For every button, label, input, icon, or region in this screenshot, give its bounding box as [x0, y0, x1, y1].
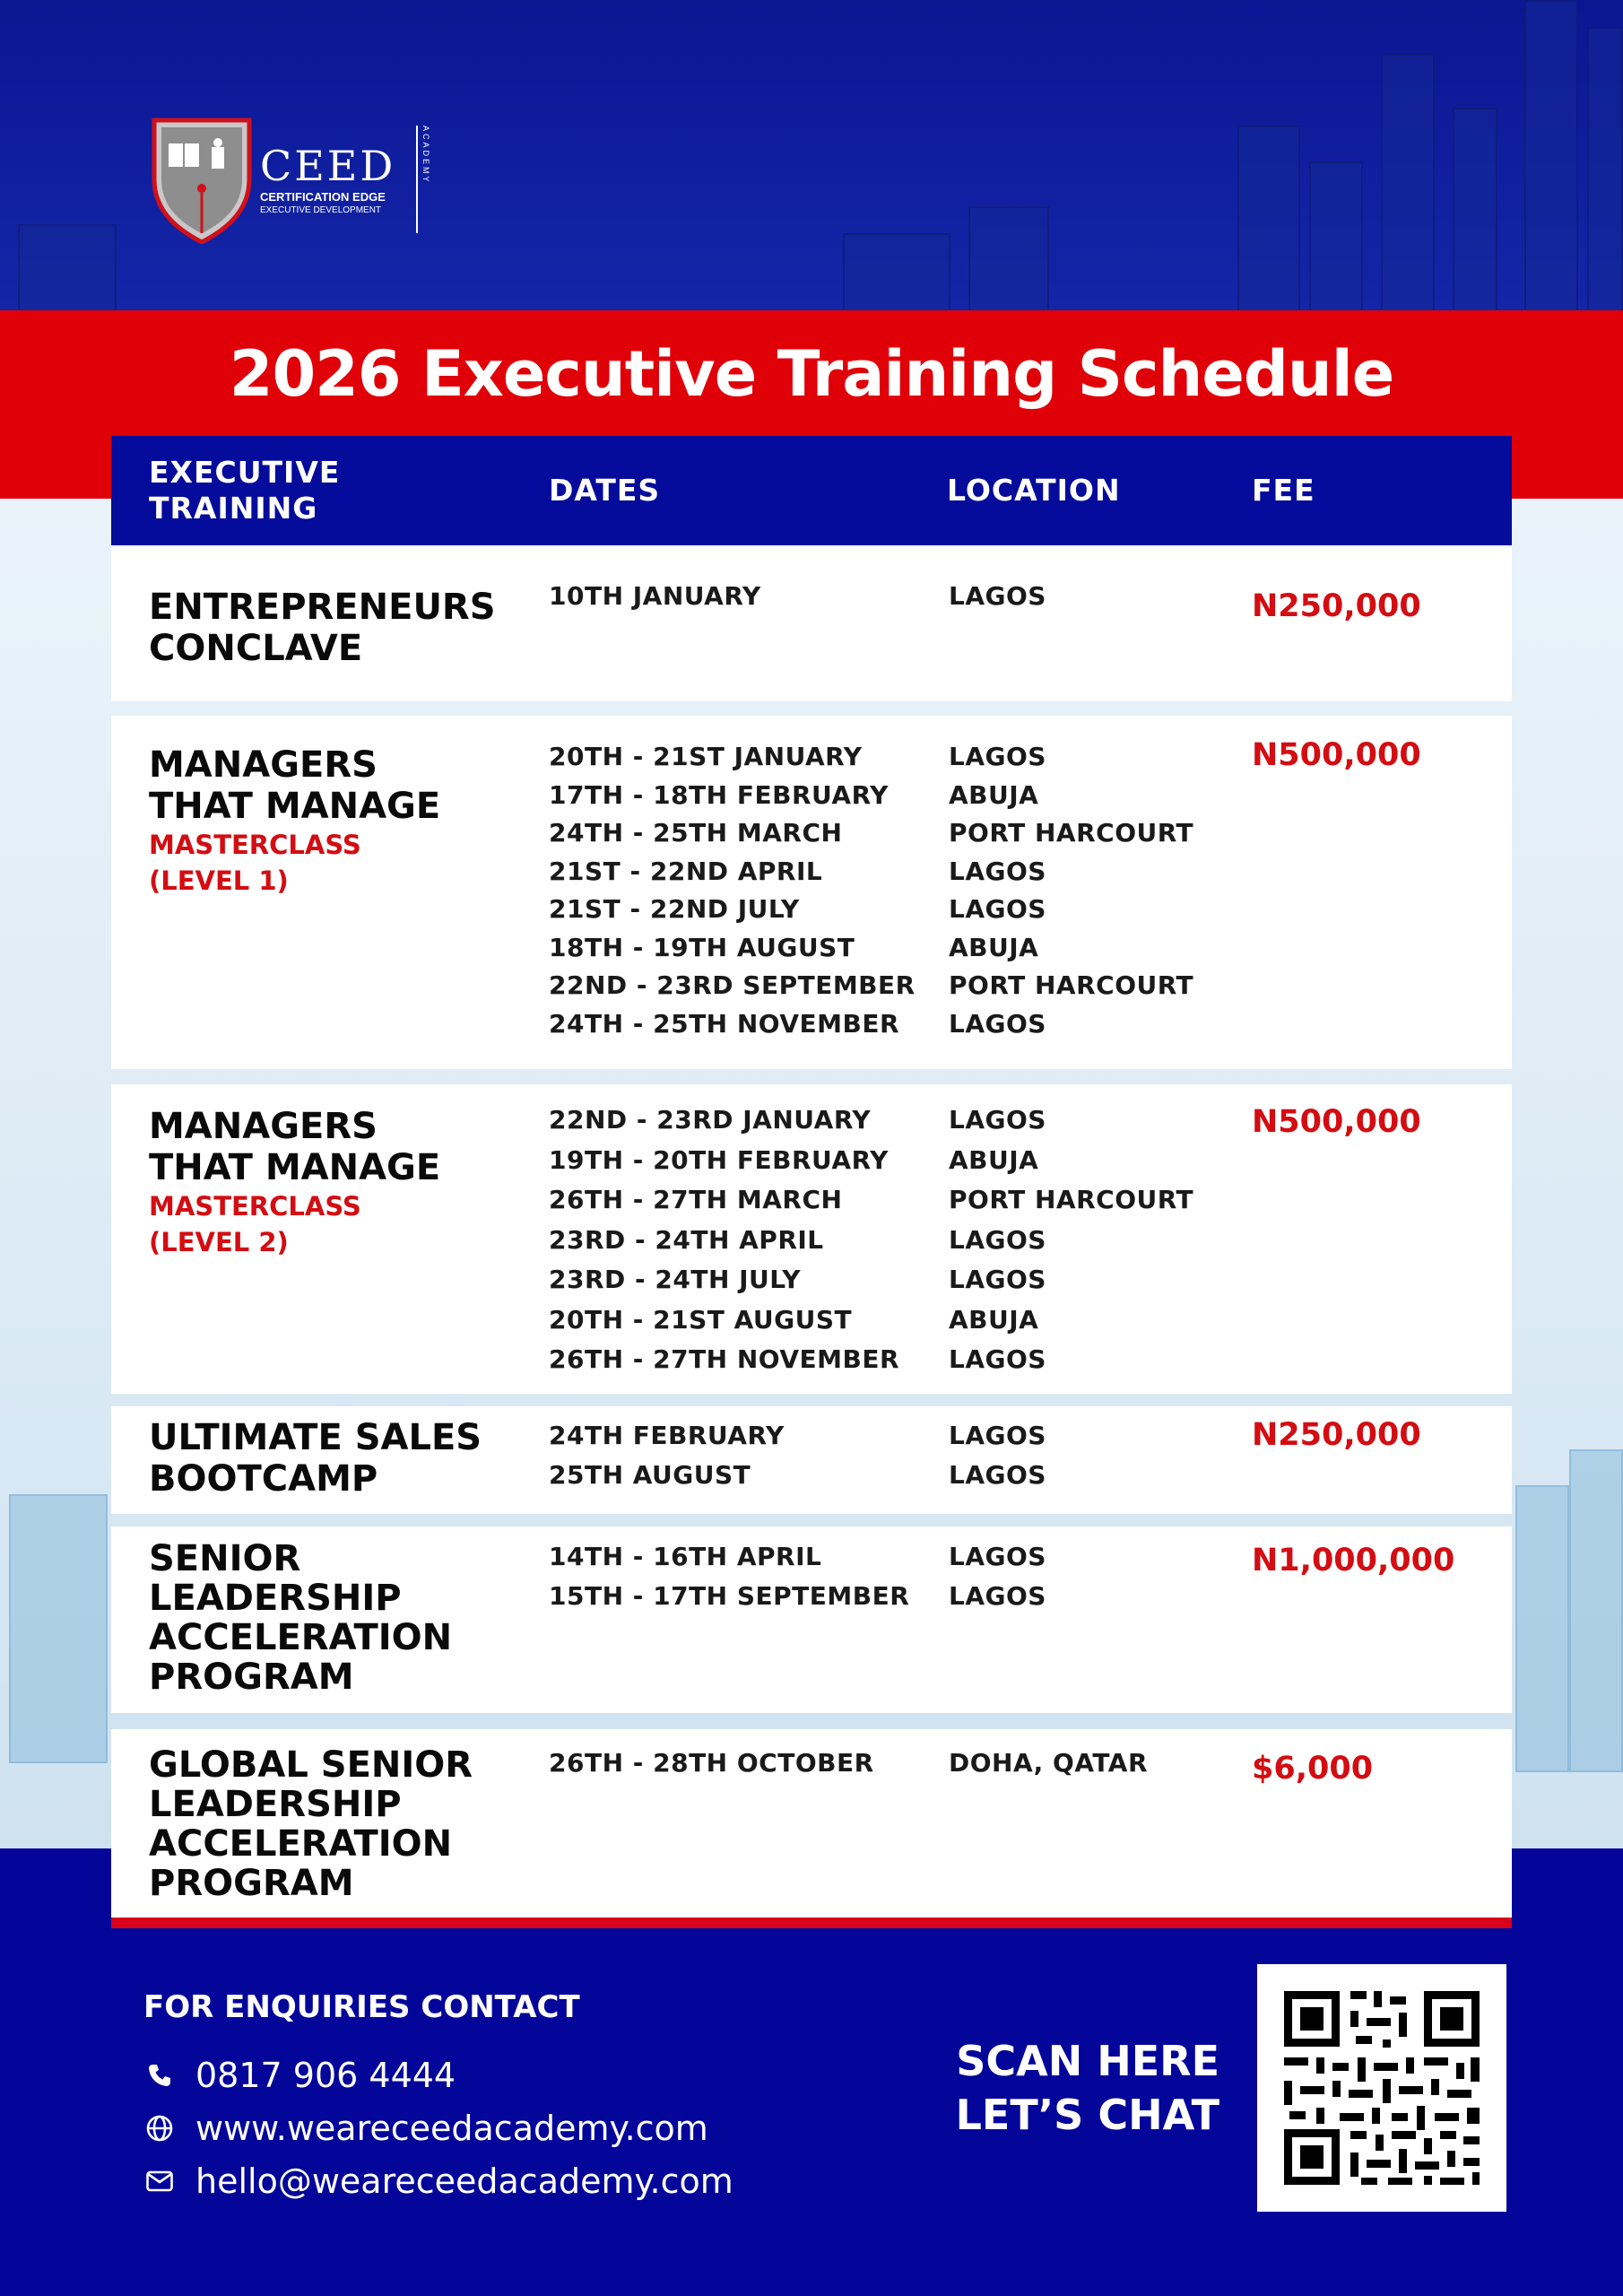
date-line: 19TH - 20TH FEBRUARY: [549, 1144, 889, 1175]
date-line: 10TH JANUARY: [549, 581, 761, 611]
skyline-building: [968, 206, 1049, 312]
dates-cell: [549, 1744, 874, 1783]
scan-line2: LET’S CHAT: [955, 2091, 1219, 2139]
location-line: LAGOS: [949, 1105, 1046, 1135]
phone-number: 0817 906 4444: [195, 2056, 456, 2095]
date-line: 21ST - 22ND APRIL: [549, 856, 823, 886]
logo-line1: CERTIFICATION EDGE: [260, 189, 386, 204]
date-line: 20TH - 21ST JANUARY: [549, 742, 863, 771]
header-fee: FEE: [1252, 473, 1315, 508]
logo-vertical-text: ACADEMY: [416, 126, 430, 233]
date-line: 15TH - 17TH SEPTEMBER: [549, 1581, 910, 1611]
training-title: MANAGERS THAT MANAGE: [149, 744, 441, 827]
date-line: 14TH - 16TH APRIL: [549, 1542, 822, 1571]
date-line: 22ND - 23RD SEPTEMBER: [549, 970, 916, 1000]
date-line: 18TH - 19TH AUGUST: [549, 932, 855, 962]
logo-name: CEED: [260, 141, 396, 190]
skyline-building: [1569, 1449, 1623, 1772]
header-training: EXECUTIVE TRAINING: [149, 455, 341, 526]
training-cell: [149, 1106, 440, 1260]
phone-icon: [143, 2059, 176, 2092]
schedule-table: [111, 436, 1512, 545]
location-line: LAGOS: [949, 1344, 1046, 1374]
location-line: LAGOS: [949, 1581, 1046, 1611]
shield-icon: [151, 117, 253, 244]
location-line: ABUJA: [949, 1304, 1039, 1335]
globe-icon: [143, 2112, 176, 2144]
location-cell: [949, 1416, 1046, 1495]
skyline-building: [1524, 0, 1578, 312]
email-link: hello@weareceedacademy.com: [195, 2161, 733, 2201]
date-line: 23RD - 24TH JULY: [549, 1265, 802, 1294]
contact-phone[interactable]: [143, 2056, 456, 2095]
location-line: DOHA, QATAR: [949, 1748, 1149, 1778]
location-line: ABUJA: [949, 932, 1039, 962]
location-line: PORT HARCOURT: [949, 1185, 1194, 1214]
location-line: ABUJA: [949, 1144, 1039, 1175]
scan-line1: SCAN HERE: [956, 2037, 1219, 2085]
date-line: 24TH FEBRUARY: [549, 1421, 785, 1450]
location-line: LAGOS: [949, 742, 1046, 771]
skyline-building: [1381, 54, 1435, 312]
training-subtitle: MASTERCLASS (LEVEL 2): [149, 1191, 361, 1257]
table-row: [111, 547, 1512, 701]
location-line: LAGOS: [949, 894, 1046, 924]
location-line: PORT HARCOURT: [949, 818, 1194, 848]
date-line: 23RD - 24TH APRIL: [549, 1224, 824, 1255]
scan-callout: [950, 2034, 1219, 2142]
table-header: [111, 436, 1512, 545]
location-cell: [949, 1744, 1148, 1783]
location-line: LAGOS: [949, 1008, 1046, 1039]
table-row: [111, 716, 1512, 1069]
table-row: [111, 1526, 1512, 1713]
location-line: LAGOS: [949, 581, 1046, 611]
date-line: 20TH - 21ST AUGUST: [549, 1304, 853, 1335]
contact-email[interactable]: [143, 2161, 733, 2201]
enquiries-heading: FOR ENQUIRIES CONTACT: [143, 1989, 580, 2025]
skyline-building: [1309, 161, 1363, 312]
training-title: ENTREPRENEURS CONCLAVE: [149, 587, 496, 669]
location-line: LAGOS: [949, 1224, 1046, 1255]
header-location: LOCATION: [947, 473, 1121, 508]
contact-website[interactable]: [143, 2109, 708, 2148]
header-dates: DATES: [549, 473, 661, 508]
skyline-building: [9, 1494, 108, 1763]
date-line: 17TH - 18TH FEBRUARY: [549, 779, 889, 810]
skyline-building: [18, 224, 117, 312]
location-line: LAGOS: [949, 1460, 1046, 1490]
location-cell: [949, 1537, 1046, 1616]
training-title: SENIOR LEADERSHIP ACCELERATION PROGRAM: [149, 1538, 453, 1698]
skyline-building: [1515, 1485, 1569, 1772]
location-cell: [949, 1100, 1193, 1380]
table-row: [111, 1729, 1512, 1919]
location-cell: [949, 578, 1046, 616]
dates-cell: [549, 1537, 909, 1616]
location-line: ABUJA: [949, 779, 1039, 810]
table-row: [111, 1084, 1512, 1394]
training-title: ULTIMATE SALES BOOTCAMP: [149, 1417, 482, 1500]
mail-icon: [143, 2165, 176, 2197]
location-line: LAGOS: [949, 1421, 1046, 1450]
dates-cell: [549, 738, 916, 1043]
location-line: LAGOS: [949, 1542, 1046, 1571]
qr-code-icon: [1257, 1964, 1506, 2212]
location-line: LAGOS: [949, 856, 1046, 886]
date-line: 24TH - 25TH MARCH: [549, 818, 843, 848]
qr-code[interactable]: [1257, 1964, 1506, 2212]
training-cell: [149, 744, 440, 899]
training-title: MANAGERS THAT MANAGE: [149, 1106, 441, 1188]
dates-cell: [549, 578, 761, 616]
date-line: 22ND - 23RD JANUARY: [549, 1105, 872, 1135]
fee-value: N500,000: [1252, 737, 1421, 773]
training-title: GLOBAL SENIOR LEADERSHIP ACCELERATION PROGRAM: [149, 1744, 473, 1904]
location-cell: [949, 738, 1193, 1043]
location-line: LAGOS: [949, 1265, 1046, 1294]
date-line: 26TH - 27TH NOVEMBER: [549, 1344, 900, 1374]
page-title: 2026 Executive Training Schedule: [229, 337, 1394, 411]
skyline-building: [1453, 108, 1497, 312]
dates-cell: [549, 1100, 899, 1380]
skyline-building: [1237, 126, 1300, 312]
date-line: 21ST - 22ND JULY: [549, 894, 800, 924]
training-subtitle: MASTERCLASS (LEVEL 1): [149, 830, 361, 896]
location-line: PORT HARCOURT: [949, 970, 1194, 1000]
skyline-building: [1587, 27, 1623, 312]
fee-value: N1,000,000: [1252, 1543, 1455, 1578]
date-line: 26TH - 27TH MARCH: [549, 1185, 843, 1214]
ceed-logo: [151, 115, 438, 245]
table-row: [111, 1406, 1512, 1514]
skyline-building: [843, 233, 950, 312]
date-line: 25TH AUGUST: [549, 1460, 751, 1490]
date-line: 26TH - 28TH OCTOBER: [549, 1748, 874, 1778]
date-line: 24TH - 25TH NOVEMBER: [549, 1008, 900, 1039]
fee-value: N500,000: [1252, 1104, 1421, 1140]
fee-value: N250,000: [1252, 588, 1421, 624]
fee-value: $6,000: [1252, 1751, 1374, 1787]
fee-value: N250,000: [1252, 1417, 1421, 1453]
website-link: www.weareceedacademy.com: [195, 2109, 708, 2148]
logo-line2: EXECUTIVE DEVELOPMENT: [260, 204, 382, 215]
dates-cell: [549, 1416, 785, 1495]
table-bottom-rule: [111, 1918, 1512, 1928]
